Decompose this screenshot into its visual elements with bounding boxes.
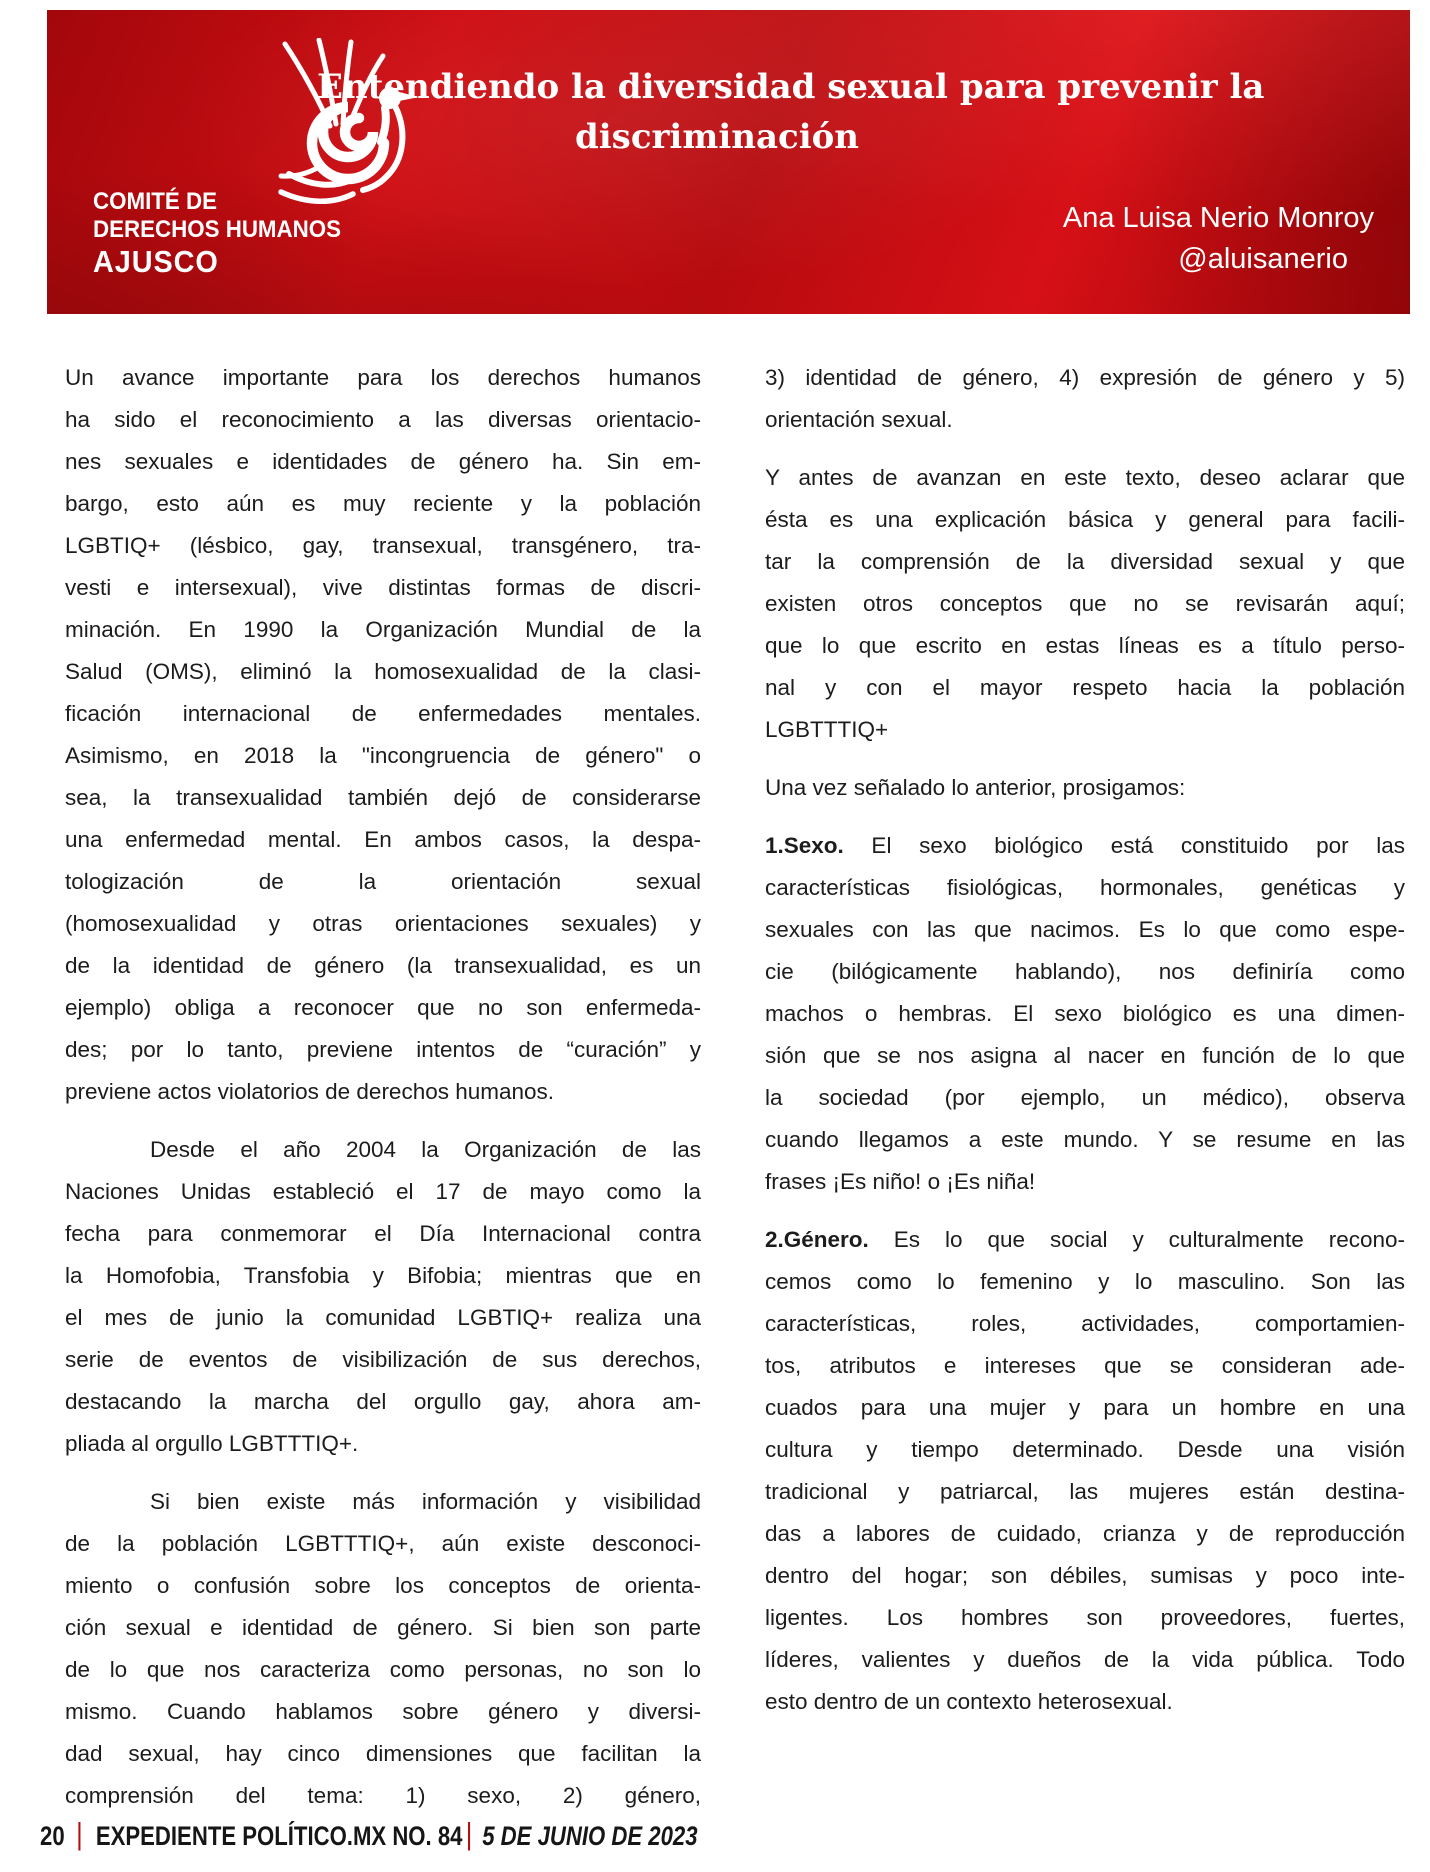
text-line: LGBTTTIQ+ [765,717,889,742]
text-line: ligentes. Los hombres son proveedores, fuertes, [765,1605,1405,1630]
paragraph-lead: 2.Género. [765,1227,869,1252]
text-line: minación. En 1990 la Organización Mundial de la [65,617,701,642]
text-line: que lo que escrito en estas líneas es a título perso- [765,633,1405,658]
publication-name: EXPEDIENTE POLÍTICO.MX NO. 84 [95,1820,463,1851]
text-line: sea, la transexualidad también dejó de considerarse [65,785,701,810]
author-name: Ana Luisa Nerio Monroy [1062,202,1374,234]
paragraph [65,1481,701,1817]
text-line: Salud (OMS), eliminó la homosexualidad de la clasi- [65,659,701,684]
text-line: Naciones Unidas estableció el 17 de mayo como la [65,1179,701,1204]
text-line: serie de eventos de visibilización de sus derechos, [65,1347,701,1372]
text-line: frases ¡Es niño! o ¡Es niña! [765,1169,1036,1194]
text-line: destacando la marcha del orgullo gay, ahora am- [65,1389,701,1414]
paragraph [765,825,1405,1203]
paragraph [765,767,1405,809]
org-logo-text [93,188,341,280]
text-line: cie (bilógicamente hablando), nos definiría como [765,959,1405,984]
text-line: Un avance importante para los derechos humanos [65,365,701,390]
text-line: dentro del hogar; son débiles, sumisas y poco inte- [765,1563,1405,1588]
article-body [65,357,1405,1817]
text-line: una enfermedad mental. En ambos casos, la despa- [65,827,701,852]
text-line: nes sexuales e identidades de género ha. Sin em- [65,449,701,474]
text-line: tos, atributos e intereses que se consideran ade- [765,1353,1405,1378]
text-line: ésta es una explicación básica y general para facili- [765,507,1405,532]
footer-separator: | [465,1816,473,1851]
text-line: cuados para una mujer y para un hombre en una [765,1395,1405,1420]
text-line: dad sexual, hay cinco dimensiones que facilitan la [65,1741,701,1766]
text-line: esto dentro de un contexto heterosexual. [765,1689,1173,1714]
text-line: ficación internacional de enfermedades mentales. [65,701,701,726]
text-line: cemos como lo femenino y lo masculino. Son las [765,1269,1405,1294]
text-line: existen otros conceptos que no se revisarán aquí; [765,591,1405,616]
text-line: ha sido el reconocimiento a las diversas orientacio- [65,407,701,432]
logo-line-ajusco: AJUSCO [93,244,219,279]
text-line: bargo, esto aún es muy reciente y la población [65,491,701,516]
text-line: cuando llegamos a este mundo. Y se resume en las [765,1127,1405,1152]
text-line: características fisiológicas, hormonales, genéticas y [765,875,1405,900]
article-title-line-2: discriminación [574,117,860,157]
text-line: características, roles, actividades, comportamien- [765,1311,1405,1336]
text-line: fecha para conmemorar el Día Internacional contra [65,1221,701,1246]
text-line: Una vez señalado lo anterior, prosigamos: [765,775,1186,800]
text-line: des; por lo tanto, previene intentos de “curación” y [65,1037,701,1062]
article-title [317,62,1265,162]
text-line: de la identidad de género (la transexualidad, es un [65,953,701,978]
text-line: sexuales con las que nacimos. Es lo que como espe- [765,917,1405,942]
text-line: vesti e intersexual), vive distintas formas de discri- [65,575,701,600]
text-line: de la población LGBTTTIQ+, aún existe desconoci- [65,1531,701,1556]
paragraph [65,357,701,1113]
issue-date: 5 DE JUNIO DE 2023 [482,1820,698,1851]
author-block [1063,198,1374,280]
article-title-line-1: Entendiendo la diversidad sexual para prevenir la [317,67,1265,107]
text-line: comprensión del tema: 1) sexo, 2) género, [65,1783,701,1808]
right-column [765,357,1405,1817]
text-line: previene actos violatorios de derechos humanos. [65,1079,555,1104]
text-line: LGBTIQ+ (lésbico, gay, transexual, transgénero, tra- [65,533,701,558]
text-line: cultura y tiempo determinado. Desde una visión [765,1437,1405,1462]
text-line: 1.Sexo. El sexo biológico está constituido por las [765,833,1405,858]
text-line: Si bien existe más información y visibilidad [150,1489,701,1514]
text-line: Desde el año 2004 la Organización de las [150,1137,701,1162]
text-line: la Homofobia, Transfobia y Bifobia; mientras que en [65,1263,701,1288]
paragraph [65,1129,701,1465]
footer-separator: | [76,1816,83,1851]
left-column [65,357,701,1817]
paragraph [765,357,1405,441]
text-line: líderes, valientes y dueños de la vida pública. Todo [765,1647,1405,1672]
text-line: Asimismo, en 2018 la "incongruencia de género" o [65,743,701,768]
text-line: de lo que nos caracteriza como personas, no son lo [65,1657,701,1682]
paragraph-lead: 1.Sexo. [765,833,844,858]
text-line: el mes de junio la comunidad LGBTIQ+ realiza una [65,1305,701,1330]
text-line: orientación sexual. [765,407,953,432]
text-line: machos o hembras. El sexo biológico es una dimen- [765,1001,1405,1026]
author-handle: @aluisanerio [1178,243,1348,275]
text-line: tradicional y patriarcal, las mujeres están destina- [765,1479,1405,1504]
header-banner [47,10,1410,314]
text-line: pliada al orgullo LGBTTTIQ+. [65,1431,359,1456]
text-line: Y antes de avanzan en este texto, deseo aclarar que [765,465,1405,490]
text-line: nal y con el mayor respeto hacia la población [765,675,1405,700]
text-line: das a labores de cuidado, crianza y de reproducción [765,1521,1405,1546]
text-line: 3) identidad de género, 4) expresión de género y 5) [765,365,1405,390]
text-line: tologización de la orientación sexual [65,869,701,894]
logo-line-derechos: DERECHOS HUMANOS [93,216,342,243]
text-line: sión que se nos asigna al nacer en función de lo que [765,1043,1405,1068]
text-line: 2.Género. Es lo que social y culturalmente recono- [765,1227,1405,1252]
logo-line-comite: COMITÉ DE [93,188,218,215]
text-line: miento o confusión sobre los conceptos de orienta- [65,1573,701,1598]
page-number: 20 [40,1820,65,1851]
text-line: ción sexual e identidad de género. Si bien son parte [65,1615,701,1640]
text-line: ejemplo) obliga a reconocer que no son enfermeda- [65,995,701,1020]
paragraph [765,1219,1405,1723]
page-footer [40,1818,698,1854]
text-line: tar la comprensión de la diversidad sexual y que [765,549,1405,574]
text-line: (homosexualidad y otras orientaciones sexuales) y [65,911,701,936]
paragraph [765,457,1405,751]
text-line: la sociedad (por ejemplo, un médico), observa [765,1085,1405,1110]
text-line: mismo. Cuando hablamos sobre género y diversi- [65,1699,701,1724]
